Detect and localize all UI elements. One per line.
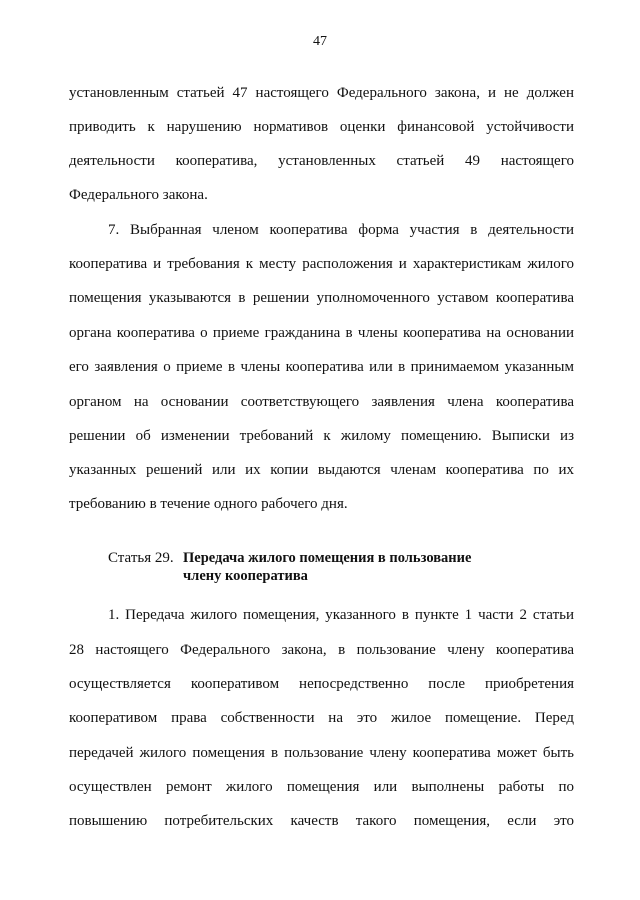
- text-line: приводить к нарушению нормативов оценки финансовой устойчивости: [69, 119, 574, 135]
- text-line: повышению потребительских качеств такого помещения, если это: [69, 813, 574, 829]
- text-line: кооператива и требования к месту расположения и характеристикам жилого: [69, 256, 574, 272]
- text-line: помещения указываются в решении уполномоченного уставом кооператива: [69, 290, 574, 306]
- text-line: его заявления о приеме в члены кооператива или в принимаемом указанным: [69, 359, 574, 375]
- article-title-line-1: Передача жилого помещения в пользование: [183, 550, 472, 566]
- article-title-line-2: члену кооператива: [183, 568, 308, 584]
- text-line: осуществлен ремонт жилого помещения или выполнены работы по: [69, 779, 574, 795]
- text-line: 7. Выбранная членом кооператива форма участия в деятельности: [108, 222, 574, 238]
- text-line: установленным статьей 47 настоящего Федерального закона, и не должен: [69, 85, 574, 101]
- text-line: требованию в течение одного рабочего дня.: [69, 496, 348, 512]
- page-number: 47: [313, 34, 327, 49]
- text-line: 28 настоящего Федерального закона, в пользование члену кооператива: [69, 642, 574, 658]
- text-line: органа кооператива о приеме гражданина в члены кооператива на основании: [69, 325, 574, 341]
- text-line: Федерального закона.: [69, 187, 208, 203]
- text-line: указанных решений или их копии выдаются членам кооператива по их: [69, 462, 574, 478]
- text-line: решении об изменении требований к жилому помещению. Выписки из: [69, 428, 574, 444]
- text-line: деятельности кооператива, установленных статьей 49 настоящего: [69, 153, 574, 169]
- text-line: 1. Передача жилого помещения, указанного в пункте 1 части 2 статьи: [108, 607, 574, 623]
- text-line: кооперативом права собственности на это жилое помещение. Перед: [69, 710, 574, 726]
- text-line: осуществляется кооперативом непосредственно после приобретения: [69, 676, 574, 692]
- article-label: Статья 29.: [108, 550, 174, 566]
- text-line: органом на основании соответствующего заявления члена кооператива: [69, 394, 574, 410]
- text-line: передачей жилого помещения в пользование члену кооператива может быть: [69, 745, 574, 761]
